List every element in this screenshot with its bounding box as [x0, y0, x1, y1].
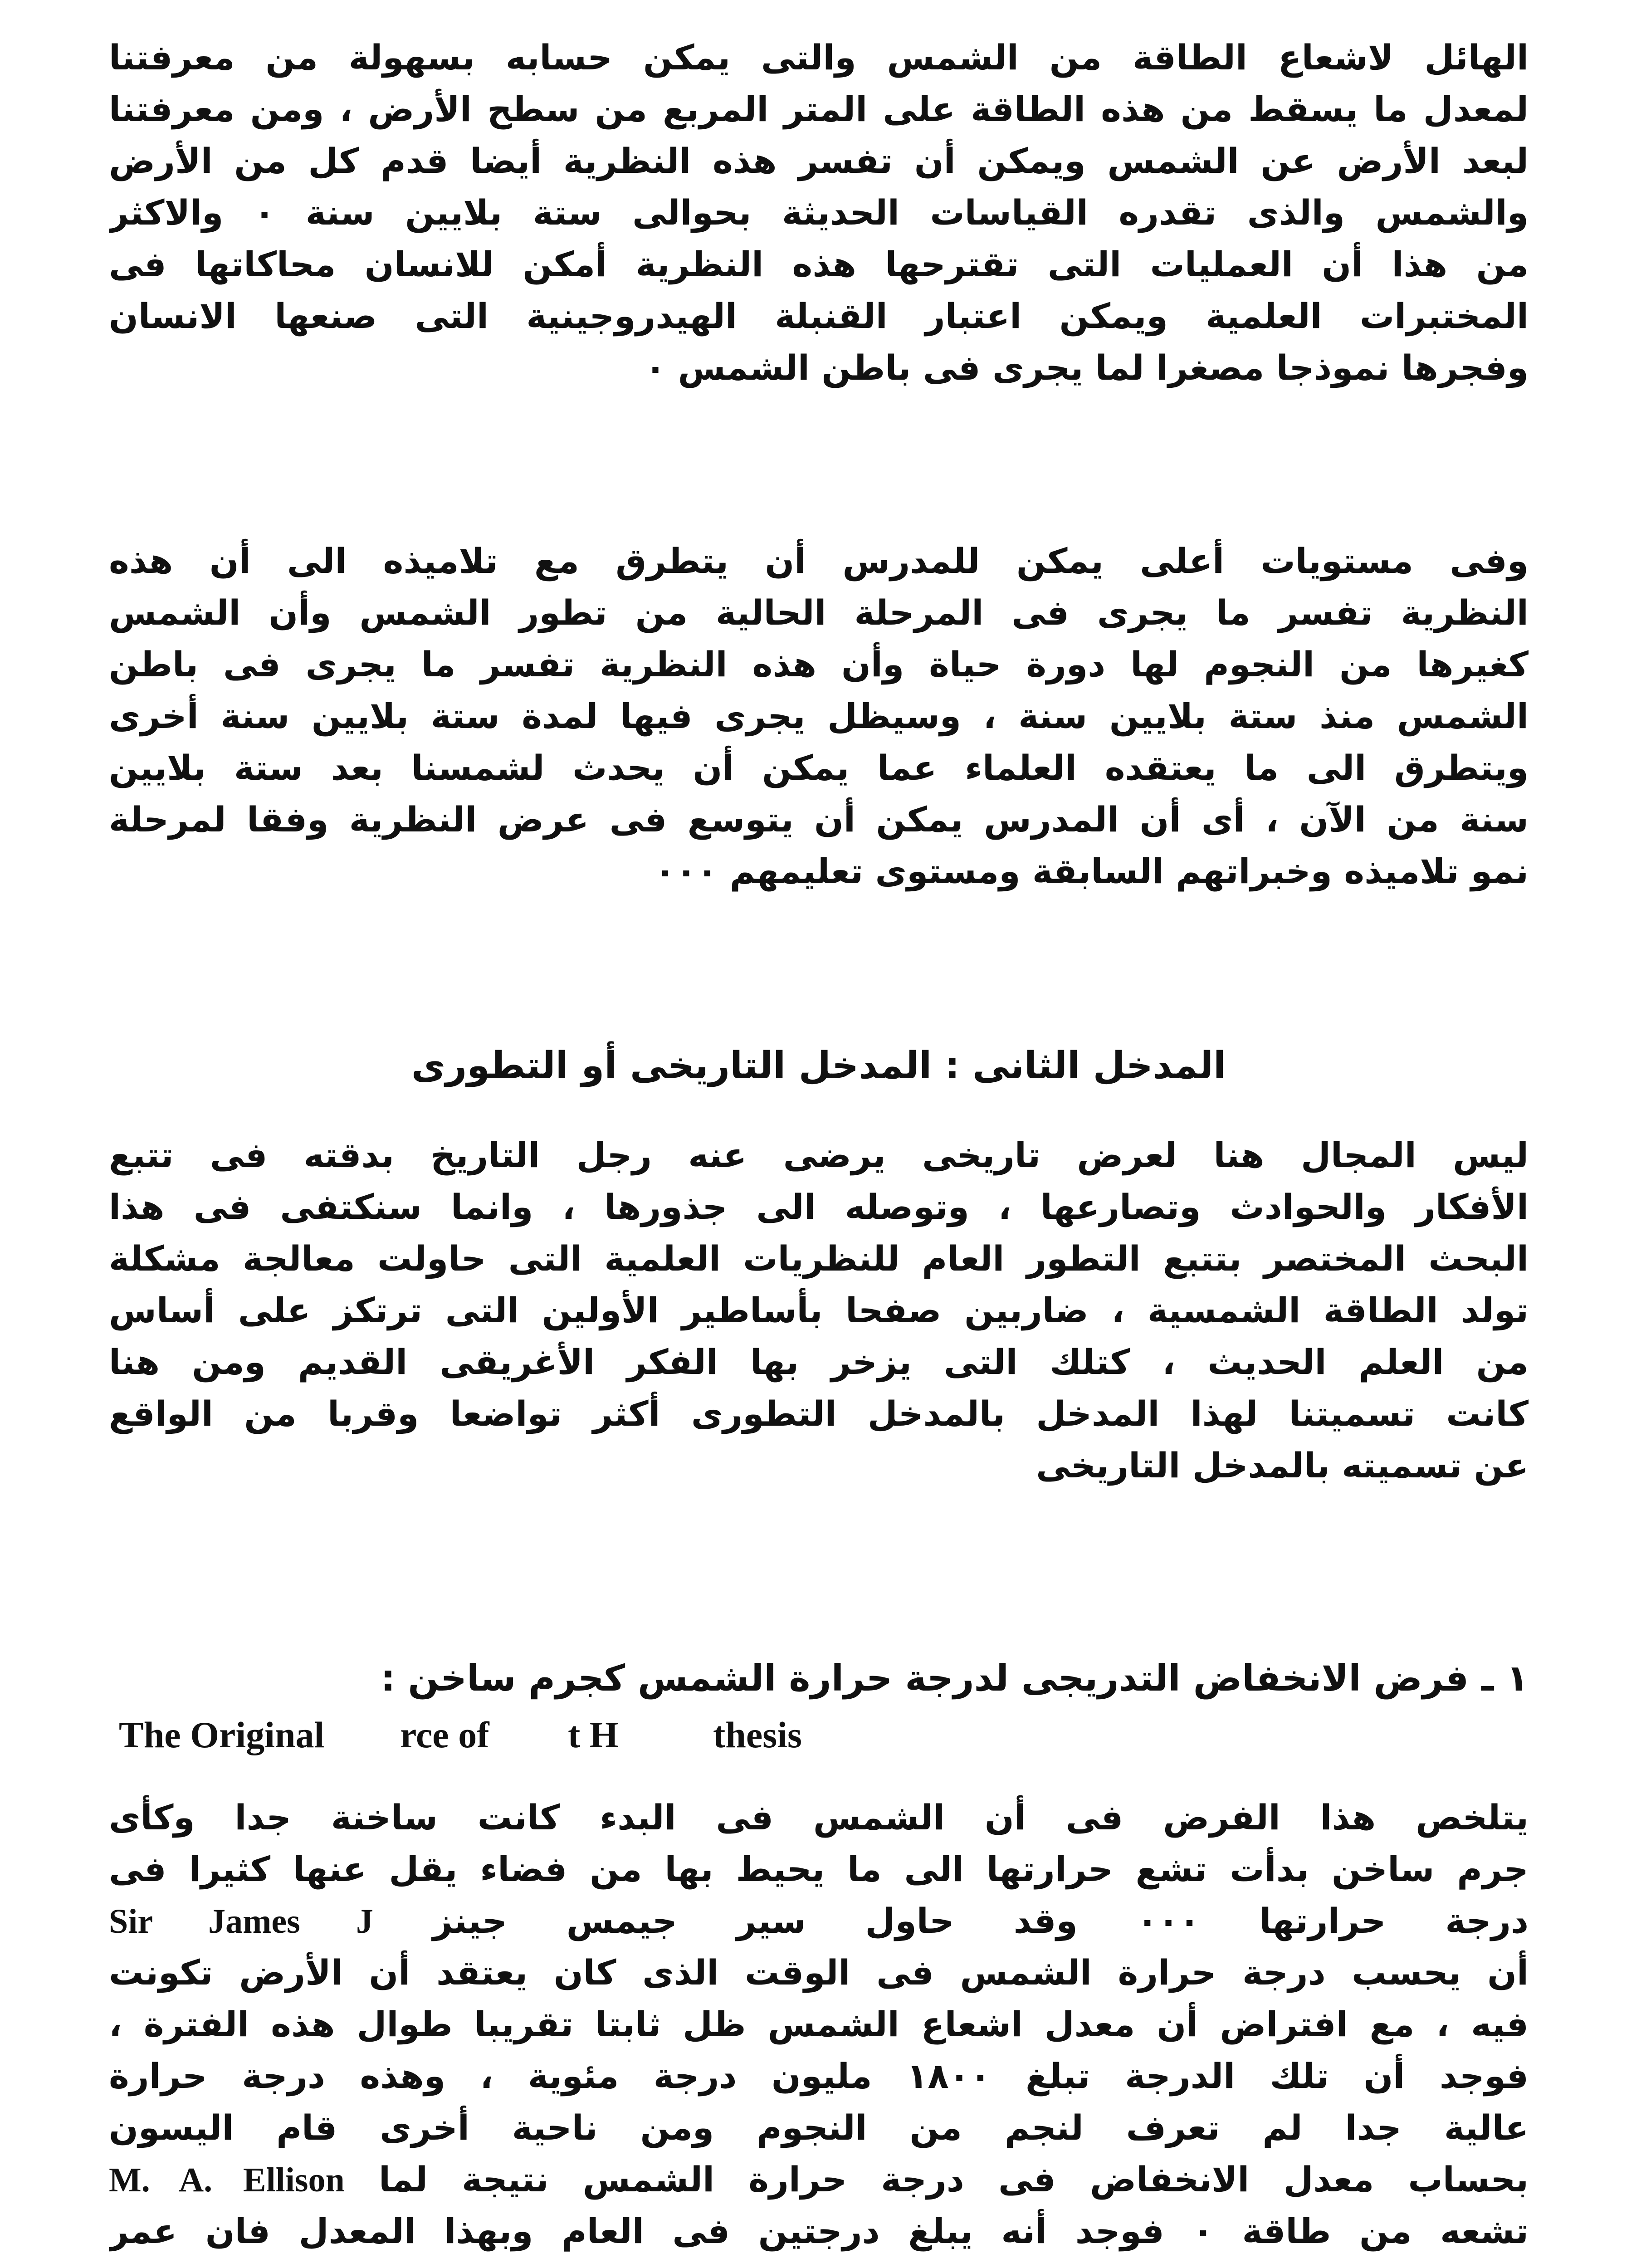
text-line: ويتطرق الى ما يعتقده العلماء عما يمكن أن يحدث لشمسنا بعد ستة بلايين — [109, 748, 1529, 788]
text-line: من العلم الحديث ، كتلك التى يزخر بها الفكر الأغريقى القديم ومن هنا — [109, 1342, 1529, 1382]
paragraph-2 — [109, 535, 1529, 897]
text-line: عالية جدا لم تعرف لنجم من النجوم ومن ناحية أخرى قام اليسون — [109, 2107, 1529, 2148]
text-line: نمو تلاميذه وخبراتهم السابقة ومستوى تعليمهم ٠٠٠ — [655, 851, 1529, 891]
latin-heading-part: rce of — [400, 1714, 489, 1755]
paragraph-1 — [109, 32, 1529, 394]
text-fragment: بحساب معدل الانخفاض فى درجة حرارة الشمس نتيجة لما — [378, 2159, 1529, 2200]
subsection-heading-latin — [119, 1710, 802, 1760]
text-line — [109, 1895, 1529, 1947]
text-line: المختبرات العلمية ويمكن اعتبار القنبلة الهيدروجينية التى صنعها الانسان — [109, 296, 1529, 336]
text-line: والشمس والذى تقدره القياسات الحديثة بحوالى ستة بلايين سنة ٠ والاكثر — [109, 192, 1529, 233]
text-line: ليس المجال هنا لعرض تاريخى يرضى عنه رجل التاريخ بدقته فى تتبع — [109, 1135, 1529, 1175]
subsection-heading: ١ ـ فرض الانخفاض التدريجى لدرجة حرارة الشمس كجرم ساخن : — [381, 1657, 1529, 1699]
text-line: وفى مستويات أعلى يمكن للمدرس أن يتطرق مع تلاميذه الى أن هذه — [109, 541, 1529, 581]
text-line: يتلخص هذا الفرض فى أن الشمس فى البدء كانت ساخنة جدا وكأى — [109, 1797, 1529, 1838]
text-line: وفجرها نموذجا مصغرا لما يجرى فى باطن الشمس ٠ — [645, 347, 1529, 388]
text-line: كانت تسميتنا لهذا المدخل بالمدخل التطورى أكثر تواضعا وقربا من الواقع — [109, 1393, 1529, 1434]
text-line: تولد الطاقة الشمسية ، ضاربين صفحا بأساطير الأولين التى ترتكز على أساس — [109, 1290, 1529, 1330]
text-line: الهائل لاشعاع الطاقة من الشمس والتى يمكن حسابه بسهولة من معرفتنا — [109, 37, 1529, 78]
latin-name-jeans: Sir James J — [109, 1902, 374, 1941]
latin-name-ellison: M. A. Ellison — [109, 2161, 345, 2199]
text-line: كغيرها من النجوم لها دورة حياة وأن هذه النظرية تفسر ما يجرى فى باطن — [109, 644, 1529, 684]
text-line: لبعد الأرض عن الشمس ويمكن أن تفسر هذه النظرية أيضا قدم كل من الأرض — [109, 141, 1529, 181]
text-line: فوجد أن تلك الدرجة تبلغ ١٨٠٠ مليون درجة مئوية ، وهذه درجة حرارة — [109, 2056, 1529, 2096]
paragraph-4 — [109, 1792, 1529, 2257]
text-line: تشعه من طاقة ٠ فوجد أنه يبلغ درجتين فى العام وبهذا المعدل فان عمر — [109, 2211, 1529, 2251]
text-fragment: درجة حرارتها ٠٠٠ وقد حاول سير جيمس جينز — [432, 1901, 1529, 1941]
text-line: الشمس منذ ستة بلايين سنة ، وسيظل يجرى فيها لمدة ستة بلايين سنة أخرى — [109, 696, 1529, 736]
latin-heading-part: thesis — [713, 1714, 802, 1755]
text-line: الأفكار والحوادث وتصارعها ، وتوصله الى جذورها ، وانما سنكتفى فى هذا — [109, 1187, 1529, 1227]
text-line: جرم ساخن بدأت تشع حرارتها الى ما يحيط بها من فضاء يقل عنها كثيرا فى — [109, 1849, 1529, 1889]
text-line: سنة من الآن ، أى أن المدرس يمكن أن يتوسع فى عرض النظرية وفقا لمرحلة — [109, 799, 1529, 840]
latin-heading-part: The Original — [119, 1714, 325, 1755]
text-line: البحث المختصر بتتبع التطور العام للنظريات العلمية التى حاولت معالجة مشكلة — [109, 1238, 1529, 1279]
text-line: النظرية تفسر ما يجرى فى المرحلة الحالية من تطور الشمس وأن الشمس — [109, 592, 1529, 633]
text-line: عن تسميته بالمدخل التاريخى — [1036, 1445, 1529, 1486]
text-line — [109, 2154, 1529, 2205]
text-line: فيه ، مع افتراض أن معدل اشعاع الشمس ظل ثابتا تقريبا طوال هذه الفترة ، — [109, 2004, 1529, 2044]
latin-heading-part: t H — [568, 1714, 619, 1755]
text-line: من هذا أن العمليات التى تقترحها هذه النظرية أمكن للانسان محاكاتها فى — [109, 244, 1529, 284]
text-line: لمعدل ما يسقط من هذه الطاقة على المتر المربع من سطح الأرض ، ومن معرفتنا — [109, 89, 1529, 129]
paragraph-3 — [109, 1129, 1529, 1491]
section-heading: المدخل الثانى : المدخل التاريخى أو التطورى — [411, 1044, 1226, 1087]
text-line: أن يحسب درجة حرارة الشمس فى الوقت الذى كان يعتقد أن الأرض تكونت — [109, 1952, 1529, 1993]
